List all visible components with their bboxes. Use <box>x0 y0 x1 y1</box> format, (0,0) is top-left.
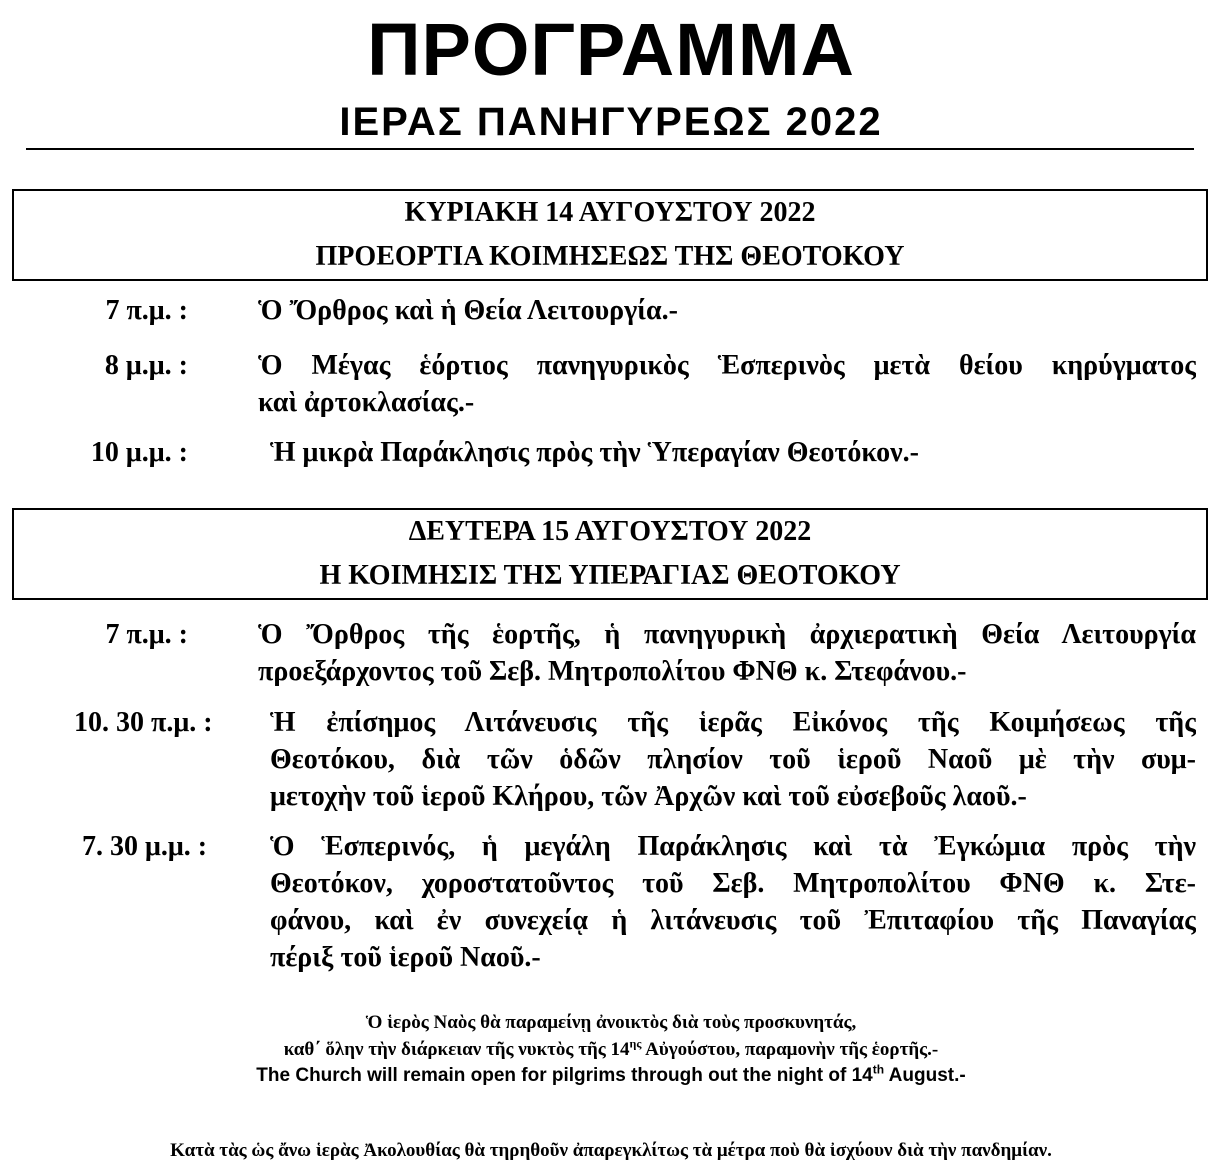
event-description: Θεοτόκου, διὰ τῶν ὁδῶν πλησίον τοῦ ἱεροῦ Ναοῦ μὲ τὴν συμ- <box>270 744 1196 775</box>
event-description: Ὁ Μέγας ἑόρτιος πανηγυρικὸς Ἑσπερινὸς μετὰ θείου κηρύγματος <box>258 350 1196 381</box>
event-time: 10 μ.μ. : <box>90 437 188 468</box>
day-date: ΚΥΡΙΑΚΗ 14 ΑΥΓΟΥΣΤΟΥ 2022 <box>404 197 816 228</box>
event-description: φάνου, καὶ ἐν συνεχείᾳ ἡ λιτάνευσις τοῦ Ἐπιταφίου τῆς Παναγίας <box>270 905 1196 936</box>
note-text: August.- <box>884 1065 966 1086</box>
event-description: Ὁ Ἑσπερινός, ἡ μεγάλη Παράκλησις καὶ τὰ Ἐγκώμια πρὸς τὴν <box>270 831 1196 862</box>
event-description: Θεοτόκον, χοροστατοῦντος τοῦ Σεβ. Μητροπολίτου ΦΝΘ κ. Στε- <box>270 868 1196 899</box>
title-divider <box>26 148 1194 150</box>
event-time: 7. 30 μ.μ. : <box>82 831 208 862</box>
event-time: 7 π.μ. : <box>105 619 188 650</box>
event-description: προεξάρχοντος τοῦ Σεβ. Μητροπολίτου ΦΝΘ κ. Στεφάνου.- <box>258 656 967 687</box>
event-description: Ὁ Ὄρθρος καὶ ἡ Θεία Λειτουργία.- <box>258 295 678 326</box>
event-time: 7 π.μ. : <box>105 295 188 326</box>
day-date: ΔΕΥΤΕΡΑ 15 ΑΥΓΟΥΣΤΟΥ 2022 <box>408 516 812 547</box>
event-description: Ἡ ἐπίσημος Λιτάνευσις τῆς ἱερᾶς Εἰκόνος τῆς Κοιμήσεως τῆς <box>270 707 1196 738</box>
event-description: Ὁ Ὄρθρος τῆς ἑορτῆς, ἡ πανηγυρικὴ ἀρχιερατικὴ Θεία Λειτουργία <box>258 619 1196 650</box>
note-text: The Church will remain open for pilgrims through out the night of 14 <box>256 1065 873 1086</box>
note-ordinal: th <box>872 1062 885 1077</box>
page-title: ΠΡΟΓΡΑΜΜΑ <box>367 8 855 91</box>
note-ordinal: ης <box>629 1036 642 1051</box>
event-description: πέριξ τοῦ ἱεροῦ Ναοῦ.- <box>270 942 541 973</box>
day-header-monday <box>12 508 1208 600</box>
day-header-sunday <box>12 189 1208 281</box>
event-description: μετοχὴν τοῦ ἱεροῦ Κλήρου, τῶν Ἀρχῶν καὶ τοῦ εὐσεβοῦς λαοῦ.- <box>270 781 1027 812</box>
day-feast: ΠΡΟΕΟΡΤΙΑ ΚΟΙΜΗΣΕΩΣ ΤΗΣ ΘΕΟΤΟΚΟΥ <box>315 241 905 272</box>
event-time: 8 μ.μ. : <box>104 350 188 381</box>
note-line-english <box>0 1064 1222 1088</box>
day-feast: Η ΚΟΙΜΗΣΙΣ ΤΗΣ ΥΠΕΡΑΓΙΑΣ ΘΕΟΤΟΚΟΥ <box>319 560 901 591</box>
event-description: καὶ ἀρτοκλασίας.- <box>258 387 475 418</box>
note-line-greek-1: Ὁ ἱερὸς Ναὸς θὰ παραμείνῃ ἀνοικτὸς διὰ τοὺς προσκυνητάς, <box>365 1012 857 1033</box>
footer-notice: Κατὰ τὰς ὡς ἄνω ἱερὰς Ἀκολουθίας θὰ τηρηθοῦν ἀπαρεγκλίτως τὰ μέτρα ποὺ θὰ ἰσχύουν διὰ τὴν πανδημίαν. <box>170 1140 1052 1161</box>
note-text: Αὐγούστου, παραμονὴν τῆς ἑορτῆς.- <box>641 1039 939 1060</box>
event-description: Ἡ μικρὰ Παράκλησις πρὸς τὴν Ὑπεραγίαν Θεοτόκον.- <box>270 437 919 468</box>
event-time: 10. 30 π.μ. : <box>74 707 213 738</box>
note-line-greek-2 <box>0 1038 1222 1062</box>
page-subtitle: ΙΕΡΑΣ ΠΑΝΗΓΥΡΕΩΣ 2022 <box>339 100 883 144</box>
note-text: καθ΄ ὅλην τὴν διάρκειαν τῆς νυκτὸς τῆς 14 <box>283 1039 630 1060</box>
